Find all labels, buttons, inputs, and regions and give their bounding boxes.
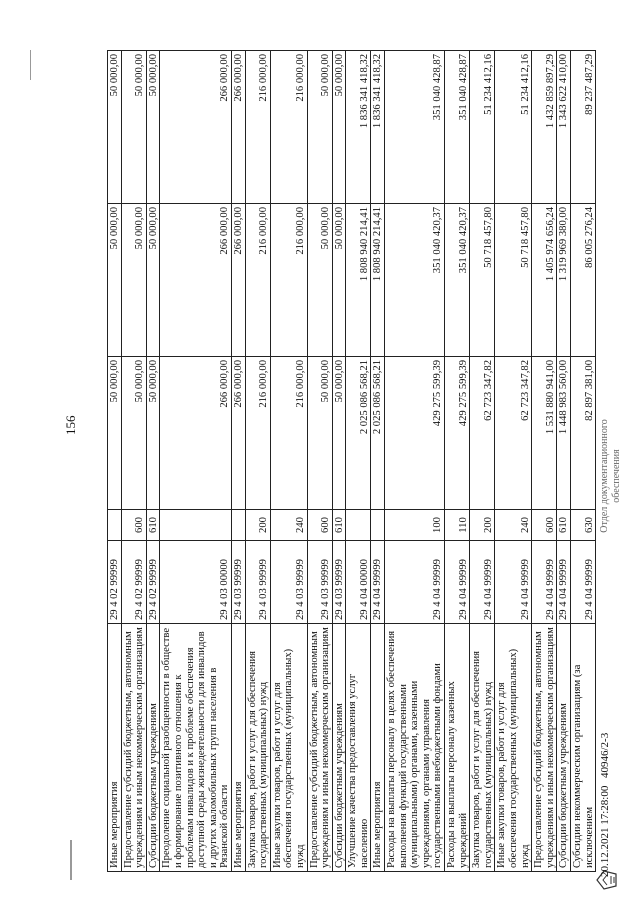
row-code-cell: 29 4 04 99999 xyxy=(385,541,445,624)
row-expense-type-cell: 600 xyxy=(532,510,557,541)
row-value-2023-cell: 50 000,00 xyxy=(307,51,332,204)
row-expense-type-cell: 600 xyxy=(121,510,146,541)
row-name-cell: Иные мероприятия xyxy=(371,624,385,872)
row-value-2023-cell: 1 432 859 897,29 xyxy=(532,51,557,204)
row-value-2022-cell: 266 000,00 xyxy=(231,204,245,357)
row-value-2021-cell: 50 000,00 xyxy=(307,357,332,510)
budget-table xyxy=(107,50,596,872)
row-name-cell: Субсидии некоммерческим организациям (за исключением xyxy=(570,624,595,872)
row-expense-type-cell: 110 xyxy=(445,510,470,541)
stamp-line: Отдел документационного xyxy=(599,419,610,533)
row-expense-type-cell: 610 xyxy=(557,510,571,541)
table-row xyxy=(307,51,332,872)
row-code-cell: 29 4 02 99999 xyxy=(121,541,146,624)
row-code-cell: 29 4 04 99999 xyxy=(470,541,495,624)
row-code-cell: 29 4 02 99999 xyxy=(108,541,122,624)
table-row xyxy=(245,51,270,872)
row-value-2021-cell: 62 723 347,82 xyxy=(495,357,532,510)
row-value-2022-cell: 50 718 457,80 xyxy=(495,204,532,357)
footer-document-number: 40946/2-3 xyxy=(599,732,611,778)
row-name-cell: Субсидии бюджетным учреждениям xyxy=(146,624,160,872)
row-value-2022-cell: 50 000,00 xyxy=(146,204,160,357)
row-value-2022-cell: 86 005 276,24 xyxy=(570,204,595,357)
row-expense-type-cell: 240 xyxy=(495,510,532,541)
row-expense-type-cell: 200 xyxy=(245,510,270,541)
row-name-cell: Улучшение качества предоставления услуг населению xyxy=(346,624,371,872)
row-value-2021-cell: 429 275 599,39 xyxy=(445,357,470,510)
row-expense-type-cell xyxy=(371,510,385,541)
row-value-2021-cell: 266 000,00 xyxy=(231,357,245,510)
table-row xyxy=(532,51,557,872)
footer-department-stamp xyxy=(599,406,623,546)
row-expense-type-cell: 610 xyxy=(146,510,160,541)
row-value-2021-cell: 50 000,00 xyxy=(146,357,160,510)
row-value-2023-cell: 50 000,00 xyxy=(121,51,146,204)
row-code-cell: 29 4 03 99999 xyxy=(245,541,270,624)
row-name-cell: Предоставление субсидий бюджетным, автономным учреждениям и иным некоммерческим организациям xyxy=(532,624,557,872)
budget-table-body xyxy=(108,51,596,872)
row-value-2021-cell: 2 025 086 568,21 xyxy=(346,357,371,510)
row-value-2022-cell: 50 000,00 xyxy=(108,204,122,357)
row-value-2023-cell: 351 040 428,87 xyxy=(385,51,445,204)
row-value-2023-cell: 89 237 487,29 xyxy=(570,51,595,204)
table-row xyxy=(108,51,122,872)
row-value-2022-cell: 351 040 420,37 xyxy=(445,204,470,357)
row-expense-type-cell: 100 xyxy=(385,510,445,541)
row-expense-type-cell: 240 xyxy=(270,510,307,541)
row-name-cell: Предоставление субсидий бюджетным, автономным учреждениям и иным некоммерческим организациям xyxy=(121,624,146,872)
row-value-2023-cell: 50 000,00 xyxy=(332,51,346,204)
row-value-2022-cell: 216 000,00 xyxy=(270,204,307,357)
scan-artifact xyxy=(70,840,72,880)
table-row xyxy=(146,51,160,872)
row-name-cell: Преодоление социальной разобщенности в обществе и формирование позитивного отношения к проблемам инвалидов и к проблеме обеспечения доступной среды жизнедеятельности для инвалидов и других маломобильных групп населения в Рязанской области xyxy=(160,624,232,872)
row-name-cell: Расходы на выплаты персоналу казенных учреждений xyxy=(445,624,470,872)
row-expense-type-cell: 630 xyxy=(570,510,595,541)
table-row xyxy=(270,51,307,872)
row-code-cell: 29 4 03 99999 xyxy=(270,541,307,624)
row-value-2022-cell: 50 000,00 xyxy=(332,204,346,357)
row-value-2021-cell: 216 000,00 xyxy=(270,357,307,510)
row-expense-type-cell: 610 xyxy=(332,510,346,541)
row-expense-type-cell: 600 xyxy=(307,510,332,541)
row-expense-type-cell xyxy=(346,510,371,541)
row-value-2023-cell: 266 000,00 xyxy=(231,51,245,204)
row-expense-type-cell xyxy=(160,510,232,541)
page-number: 156 xyxy=(63,415,78,435)
row-code-cell: 29 4 04 99999 xyxy=(495,541,532,624)
row-name-cell: Иные мероприятия xyxy=(108,624,122,872)
row-value-2022-cell: 216 000,00 xyxy=(245,204,270,357)
row-code-cell: 29 4 04 99999 xyxy=(371,541,385,624)
footer-datetime: 20.12.2021 17:28:00 xyxy=(599,785,611,877)
row-value-2023-cell: 51 234 412,16 xyxy=(495,51,532,204)
row-value-2023-cell: 266 000,00 xyxy=(160,51,232,204)
table-row xyxy=(470,51,495,872)
row-code-cell: 29 4 03 99999 xyxy=(332,541,346,624)
row-name-cell: Иные закупки товаров, работ и услуг для обеспечения государственных (муниципальных) нужд xyxy=(495,624,532,872)
rotated-table-container xyxy=(107,54,597,872)
row-value-2022-cell: 351 040 420,37 xyxy=(385,204,445,357)
row-value-2021-cell: 2 025 086 568,21 xyxy=(371,357,385,510)
table-row xyxy=(557,51,571,872)
row-value-2021-cell: 50 000,00 xyxy=(121,357,146,510)
table-row xyxy=(445,51,470,872)
row-value-2023-cell: 1 836 341 418,32 xyxy=(346,51,371,204)
stamp-line: обеспечения xyxy=(611,449,622,503)
scan-artifact xyxy=(30,50,31,80)
row-code-cell: 29 4 04 00000 xyxy=(346,541,371,624)
row-name-cell: Иные мероприятия xyxy=(231,624,245,872)
row-expense-type-cell xyxy=(231,510,245,541)
row-name-cell: Предоставление субсидий бюджетным, автономным учреждениям и иным некоммерческим организациям xyxy=(307,624,332,872)
row-value-2023-cell: 216 000,00 xyxy=(245,51,270,204)
row-value-2023-cell: 50 000,00 xyxy=(146,51,160,204)
row-expense-type-cell: 200 xyxy=(470,510,495,541)
row-value-2023-cell: 216 000,00 xyxy=(270,51,307,204)
row-code-cell: 29 4 03 99999 xyxy=(307,541,332,624)
row-value-2023-cell: 1 836 341 418,32 xyxy=(371,51,385,204)
row-name-cell: Закупка товаров, работ и услуг для обеспечения государственных (муниципальных) нужд xyxy=(245,624,270,872)
table-row xyxy=(332,51,346,872)
row-code-cell: 29 4 03 00000 xyxy=(160,541,232,624)
row-value-2022-cell: 1 405 974 656,24 xyxy=(532,204,557,357)
row-name-cell: Закупка товаров, работ и услуг для обеспечения государственных (муниципальных) нужд xyxy=(470,624,495,872)
table-row xyxy=(160,51,232,872)
row-value-2022-cell: 266 000,00 xyxy=(160,204,232,357)
row-code-cell: 29 4 04 99999 xyxy=(557,541,571,624)
row-value-2021-cell: 1 448 983 560,00 xyxy=(557,357,571,510)
row-code-cell: 29 4 03 99999 xyxy=(231,541,245,624)
row-value-2023-cell: 351 040 428,87 xyxy=(445,51,470,204)
table-row xyxy=(121,51,146,872)
row-value-2021-cell: 216 000,00 xyxy=(245,357,270,510)
row-value-2021-cell: 266 000,00 xyxy=(160,357,232,510)
table-row xyxy=(495,51,532,872)
table-row xyxy=(371,51,385,872)
row-value-2021-cell: 50 000,00 xyxy=(332,357,346,510)
row-expense-type-cell xyxy=(108,510,122,541)
row-value-2022-cell: 50 000,00 xyxy=(121,204,146,357)
row-value-2023-cell: 1 343 622 410,00 xyxy=(557,51,571,204)
table-row xyxy=(570,51,595,872)
row-name-cell: Субсидии бюджетным учреждениям xyxy=(557,624,571,872)
row-value-2021-cell: 62 723 347,82 xyxy=(470,357,495,510)
row-value-2023-cell: 51 234 412,16 xyxy=(470,51,495,204)
row-code-cell: 29 4 02 99999 xyxy=(146,541,160,624)
row-code-cell: 29 4 04 99999 xyxy=(570,541,595,624)
row-name-cell: Субсидии бюджетным учреждениям xyxy=(332,624,346,872)
row-value-2021-cell: 429 275 599,39 xyxy=(385,357,445,510)
row-value-2022-cell: 50 000,00 xyxy=(307,204,332,357)
row-name-cell: Расходы на выплаты персоналу в целях обеспечения выполнения функций государственными (муниципальными) органами, казенными учреждениями, органами управления государственными внебюджетными фондами xyxy=(385,624,445,872)
row-value-2021-cell: 1 531 880 941,00 xyxy=(532,357,557,510)
row-value-2022-cell: 1 808 940 214,41 xyxy=(371,204,385,357)
row-value-2021-cell: 82 897 381,00 xyxy=(570,357,595,510)
table-row xyxy=(231,51,245,872)
row-value-2022-cell: 1 319 969 380,00 xyxy=(557,204,571,357)
row-value-2022-cell: 1 808 940 214,41 xyxy=(346,204,371,357)
row-name-cell: Иные закупки товаров, работ и услуг для обеспечения государственных (муниципальных) нужд xyxy=(270,624,307,872)
row-value-2023-cell: 50 000,00 xyxy=(108,51,122,204)
row-code-cell: 29 4 04 99999 xyxy=(532,541,557,624)
row-code-cell: 29 4 04 99999 xyxy=(445,541,470,624)
row-value-2021-cell: 50 000,00 xyxy=(108,357,122,510)
table-row xyxy=(385,51,445,872)
row-value-2022-cell: 50 718 457,80 xyxy=(470,204,495,357)
table-row xyxy=(346,51,371,872)
